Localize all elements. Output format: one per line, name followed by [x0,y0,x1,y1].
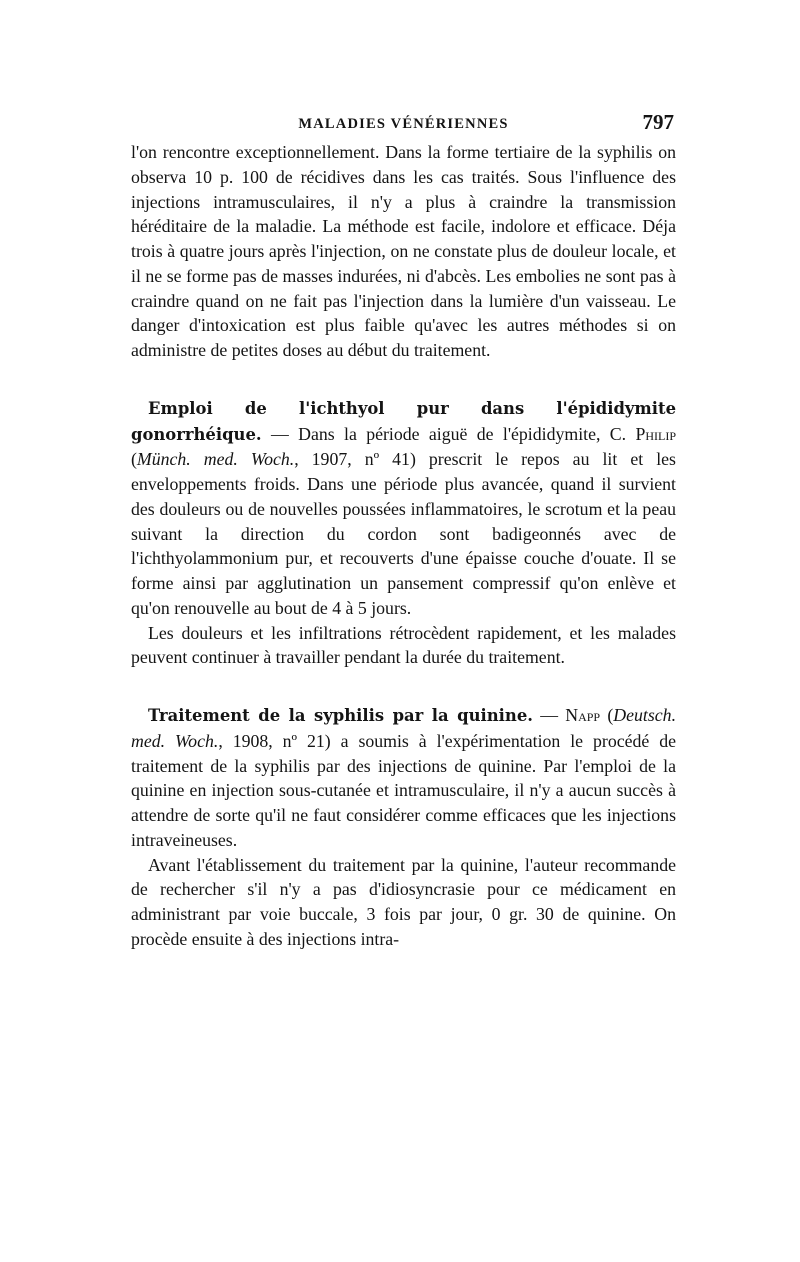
author-name: C. Philip [609,423,676,444]
running-header [131,110,676,140]
section-quinine-title: Traitement de la syphilis par la quinine. [148,706,533,725]
text-run: ( [600,705,614,725]
section-ichthyol-paragraph-1 [131,396,676,621]
text-run: ( [131,449,137,470]
section-gap [131,363,676,396]
text-run: , 1907, nº 41) prescrit le repos au lit et les enveloppements froids. Dans une période plus avancée, quand il survient des douleurs ou de nouvelles poussées inflammatoires, le scrotum et la peau suivant la direction du cordon sont badigeonnés avec de l'ichthyolammonium pur, et recouverts d'une épaisse couche d'ouate. Il se forme ainsi par agglutination un pansement compressif qu'on enlève et qu'on renouvelle au bout de 4 à 5 jours. [131,449,676,618]
section-quinine-paragraph-2: Avant l'établissement du traitement par la quinine, l'auteur recommande de rechercher s'il n'y a pas d'idiosyncrasie pour ce médicament en administrant par voie buccale, 3 fois par jour, 0 gr. 30 de quinine. On procède ensuite à des injections intra- [131,854,676,949]
section-gap [131,670,676,703]
intro-paragraph: l'on rencontre exceptionnellement. Dans la forme tertiaire de la syphilis on observa 10 p. 100 de récidives dans les cas traités. Sous l'influence des injections intramusculaires, il n'y a plus à craindre la transmission héréditaire de la maladie. La méthode est facile, indolore et efficace. Déja trois à quatre jours après l'injection, on ne constate plus de douleur locale, et il ne se forme pas de masses indurées, ni d'abcès. Les embolies ne sont pas à craindre quand on ne fait pas l'injection dans la lumière d'un vaisseau. Le danger d'intoxication est plus faible qu'avec les autres méthodes si on administre de petites doses au début du traitement. [131,142,676,360]
title-dash: — [532,705,566,725]
section-quinine-paragraph-1 [131,703,676,853]
journal-citation: Münch. med. Woch. [136,449,295,470]
section-ichthyol-paragraph-2: Les douleurs et les infiltrations rétrocèdent rapidement, et les malades peuvent continuer à travailler pendant la durée du traitement. [131,622,676,668]
book-page [131,110,676,952]
title-dash: — [261,423,299,444]
journal-citation: Deutsch. med. Woch. [131,705,677,751]
running-title: MALADIES VÉNÉRIENNES [298,116,509,132]
author-name: Napp [565,705,601,725]
text-run: , 1908, nº 21) a soumis à l'expérimentation le procédé de traitement de la syphilis par des injections de quinine. Par l'emploi de la quinine en injection sous-cutanée et intramusculaire, il n'y a aucun succès à attendre de sorte qu'il ne faut considérer comme efficaces que les injections intraveineuses. [131,730,676,850]
text-run: Dans la période aiguë de l'épididymite, [298,423,610,444]
section-ichthyol-title: Emploi de l'ichthyol pur dans l'épididymite gonorrhéique. [131,398,676,444]
page-number: 797 [642,110,674,134]
